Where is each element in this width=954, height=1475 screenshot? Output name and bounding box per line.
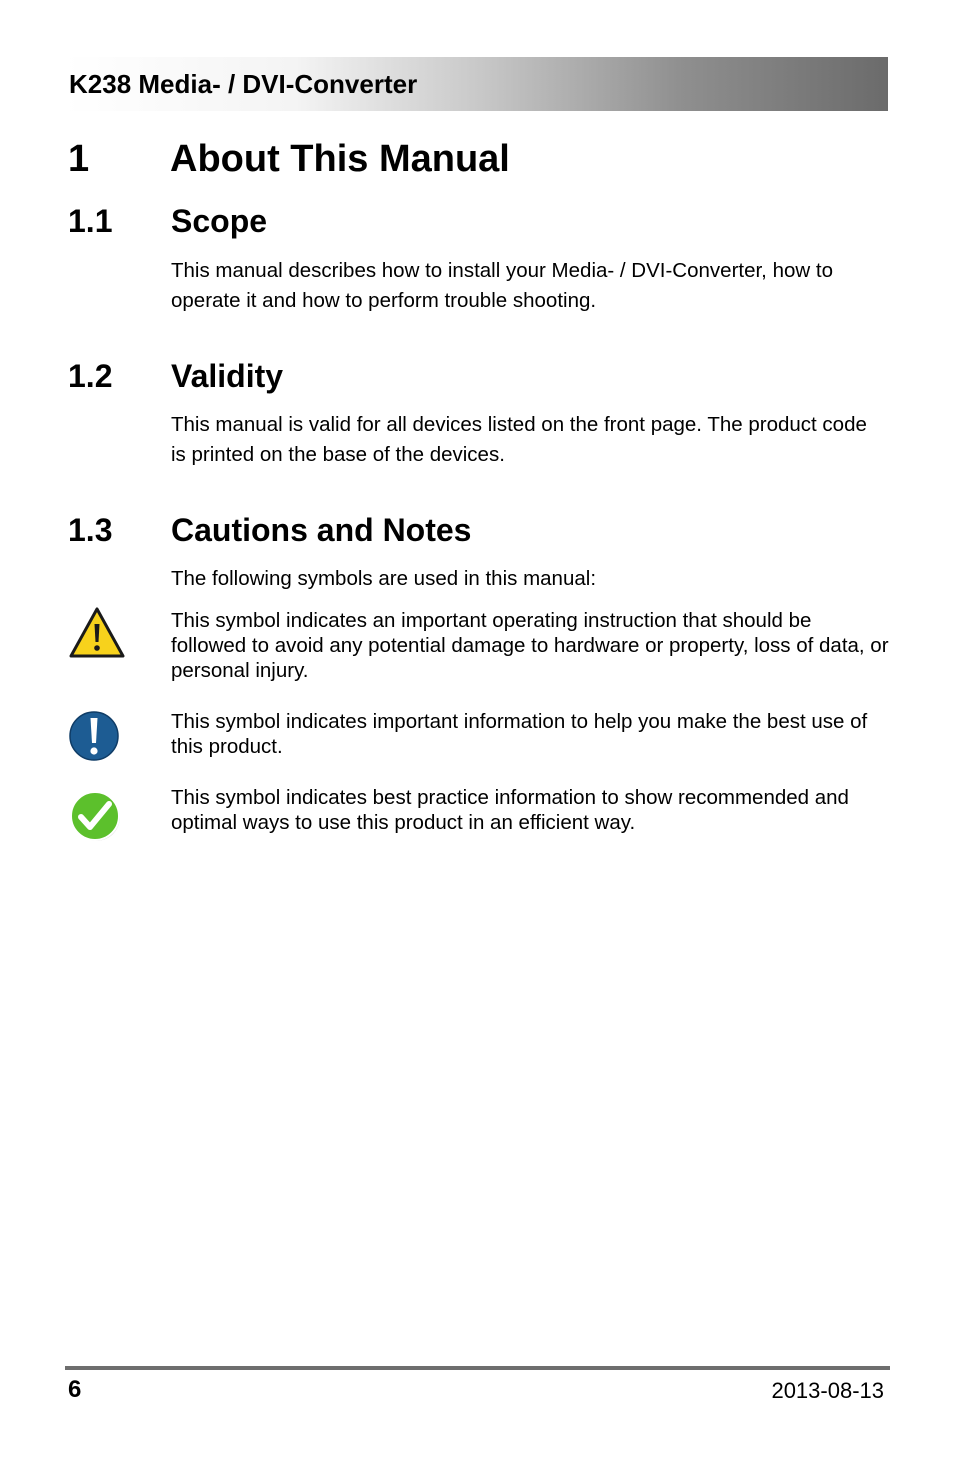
section-number-scope: 1.1 [68,203,113,239]
section-title-scope: Scope [171,203,268,239]
validity-paragraph: This manual is valid for all devices listed on the front page. The product code is printed on the base of the devices. [171,413,867,466]
warning-icon [68,606,126,665]
header-bar [65,57,888,111]
checkmark-icon [68,789,122,848]
info-icon [68,709,120,768]
section-title-cautions: Cautions and Notes [171,512,472,548]
document-title: K238 Media- / DVI-Converter [69,69,418,99]
cautions-intro: The following symbols are used in this manual: [171,567,597,590]
scope-paragraph: This manual describes how to install your Media- / DVI-Converter, how to operate it and how to perform trouble shooting. [171,259,833,312]
section-number-cautions: 1.3 [68,512,113,548]
section-number-validity: 1.2 [68,358,113,394]
chapter-title: About This Manual [170,138,510,180]
checkmark-note-text: This symbol indicates best practice information to show recommended and optimal ways to use this product in an efficient way. [171,786,849,834]
footer-rule [65,1366,890,1370]
info-note-text: This symbol indicates important information to help you make the best use of this product. [171,710,868,758]
section-title-validity: Validity [171,358,284,394]
footer-date: 2013-08-13 [771,1378,884,1403]
warning-note-text: This symbol indicates an important operating instruction that should be followed to avoid any potential damage to hardware or property, loss of data, or personal injury. [171,609,889,682]
chapter-number: 1 [68,138,90,180]
page-number: 6 [68,1376,82,1403]
